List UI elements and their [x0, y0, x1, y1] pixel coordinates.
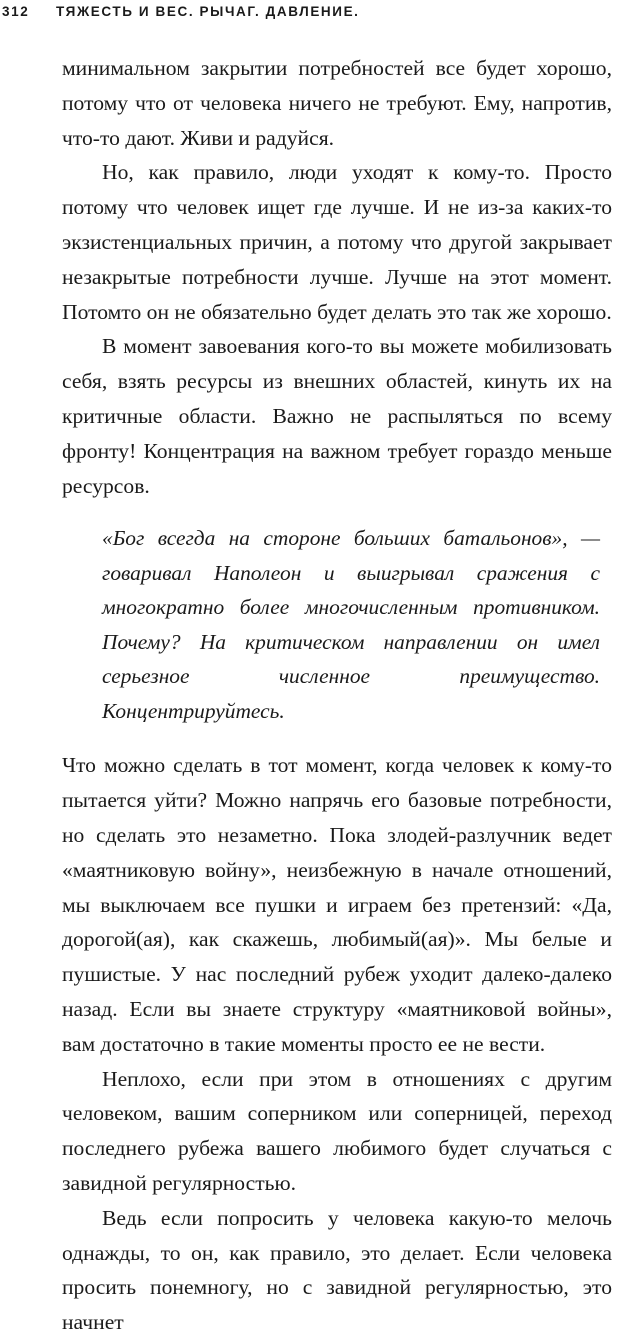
paragraph: Ведь если попросить у человека какую-то мелочь однажды, то он, как правило, это делает. Если человека просить понемногу, но с завидной регулярностью, это начнет — [62, 1205, 612, 1335]
paragraph: Что можно сделать в тот момент, когда человек к кому-то пытается уйти? Можно напрячь его базовые потребности, но сделать это незаметно. Пока злодей-разлучник ведет «маятниковую войну», неизбежную в начале отношений, мы выключаем все пушки и играем без претензий: «Да, дорогой(ая), как скажешь, любимый(ая)». Мы белые и пушистые. У нас последний рубеж уходит далеко-далеко назад. Если вы знаете структуру «маятниковой войны», вам достаточно в такие моменты просто ее не вести. — [62, 753, 612, 1056]
paragraph: В момент завоевания кого-то вы можете мобилизовать себя, взять ресурсы из внешних областей, кинуть их на критичные области. Важно не распыляться по всему фронту! Концентрация на важном требует гораздо меньше ресурсов. — [62, 334, 612, 498]
paragraph-continuation: минимальном закрытии потребностей все будет хорошо, потому что от человека ничего не требуют. Ему, напротив, что-то дают. Живи и радуйся. — [62, 56, 612, 150]
paragraph: Неплохо, если при этом в отношениях с другим человеком, вашим соперником или соперницей, переход последнего рубежа вашего любимого будет случаться с завидной регулярностью. — [62, 1066, 612, 1195]
running-title: ТЯЖЕСТЬ И ВЕС. РЫЧАГ. ДАВЛЕНИЕ. — [56, 4, 360, 19]
body-text — [62, 51, 612, 1340]
paragraph: Но, как правило, люди уходят к кому-то. Просто потому что человек ищет где лучше. И не из-за каких-то экзистенциальных причин, а потому что другой закрывает незакрытые потребности лучше. Лучше на этот момент. Потомто он не обязательно будет делать это так же хорошо. — [62, 160, 612, 324]
page-header — [0, 4, 600, 26]
block-quote: «Бог всегда на стороне больших батальонов», — говаривал Наполеон и выигрывал сражения с многократно более многочисленным противником. Почему? На критическом направлении он имел серьезное численное преимущество. Концентрируйтесь. — [102, 526, 600, 723]
page-number: 312 — [2, 4, 30, 19]
